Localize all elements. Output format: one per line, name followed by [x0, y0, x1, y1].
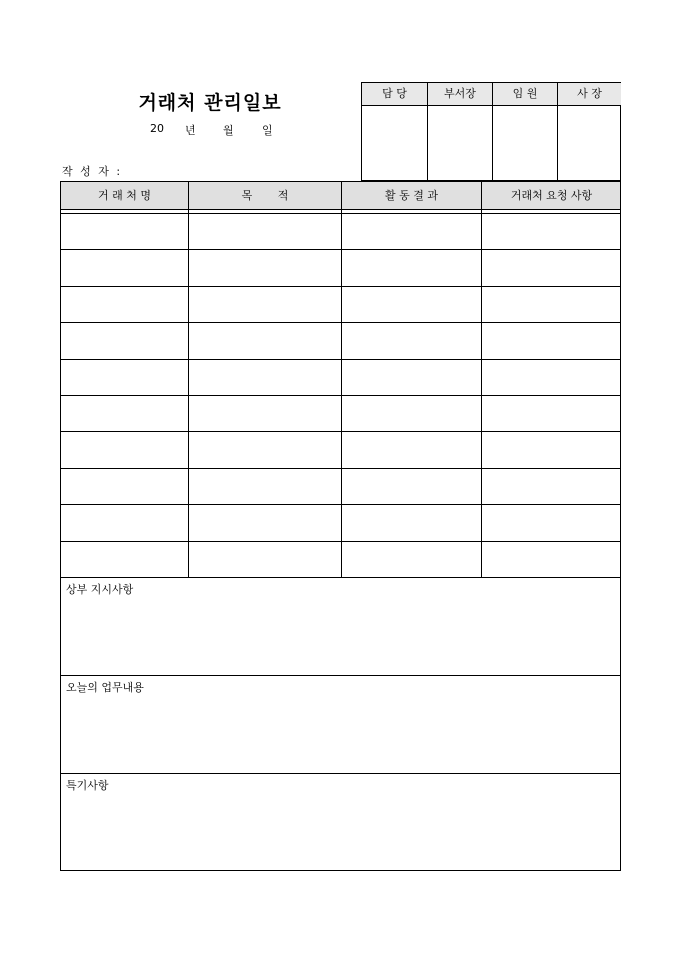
- date-day-label: 일: [262, 124, 273, 137]
- date-year-prefix: 20: [150, 122, 164, 135]
- approval-header-staff: 담 당: [362, 83, 427, 105]
- instructions-field[interactable]: [61, 578, 620, 675]
- table-row[interactable]: [61, 249, 620, 285]
- activity-table: [60, 181, 621, 871]
- table-row[interactable]: [61, 504, 620, 540]
- document-title: 거래처 관리일보: [138, 92, 282, 114]
- approval-box: [361, 82, 621, 181]
- approval-sign-president[interactable]: [558, 106, 621, 180]
- today-work-label: 오늘의 업무내용: [66, 681, 144, 694]
- approval-sign-staff[interactable]: [362, 106, 427, 180]
- table-row[interactable]: [61, 468, 620, 504]
- header-purpose: 목 적: [241, 189, 289, 202]
- table-row[interactable]: [61, 286, 620, 322]
- approval-header-president: 사 장: [558, 83, 621, 105]
- approval-header-department-head: 부서장: [428, 83, 492, 105]
- header-client-name: 거 래 처 명: [98, 189, 151, 202]
- header-activity-result: 활 동 결 과: [385, 189, 438, 202]
- table-row[interactable]: [61, 213, 620, 249]
- table-row[interactable]: [61, 431, 620, 467]
- table-row[interactable]: [61, 395, 620, 431]
- header-client-requests: 거래처 요청 사항: [510, 189, 593, 202]
- approval-sign-executive[interactable]: [493, 106, 557, 180]
- date-year-label: 년: [185, 124, 196, 137]
- remarks-field[interactable]: [61, 774, 620, 870]
- table-row[interactable]: [61, 359, 620, 395]
- remarks-label: 특기사항: [66, 779, 109, 792]
- table-row[interactable]: [61, 541, 620, 577]
- approval-header-executive: 임 원: [493, 83, 557, 105]
- author-label: 작 성 자 :: [62, 165, 123, 178]
- instructions-label: 상부 지시사항: [66, 583, 134, 596]
- today-work-field[interactable]: [61, 676, 620, 773]
- table-row[interactable]: [61, 322, 620, 358]
- date-month-label: 월: [223, 124, 234, 137]
- approval-sign-department-head[interactable]: [428, 106, 492, 180]
